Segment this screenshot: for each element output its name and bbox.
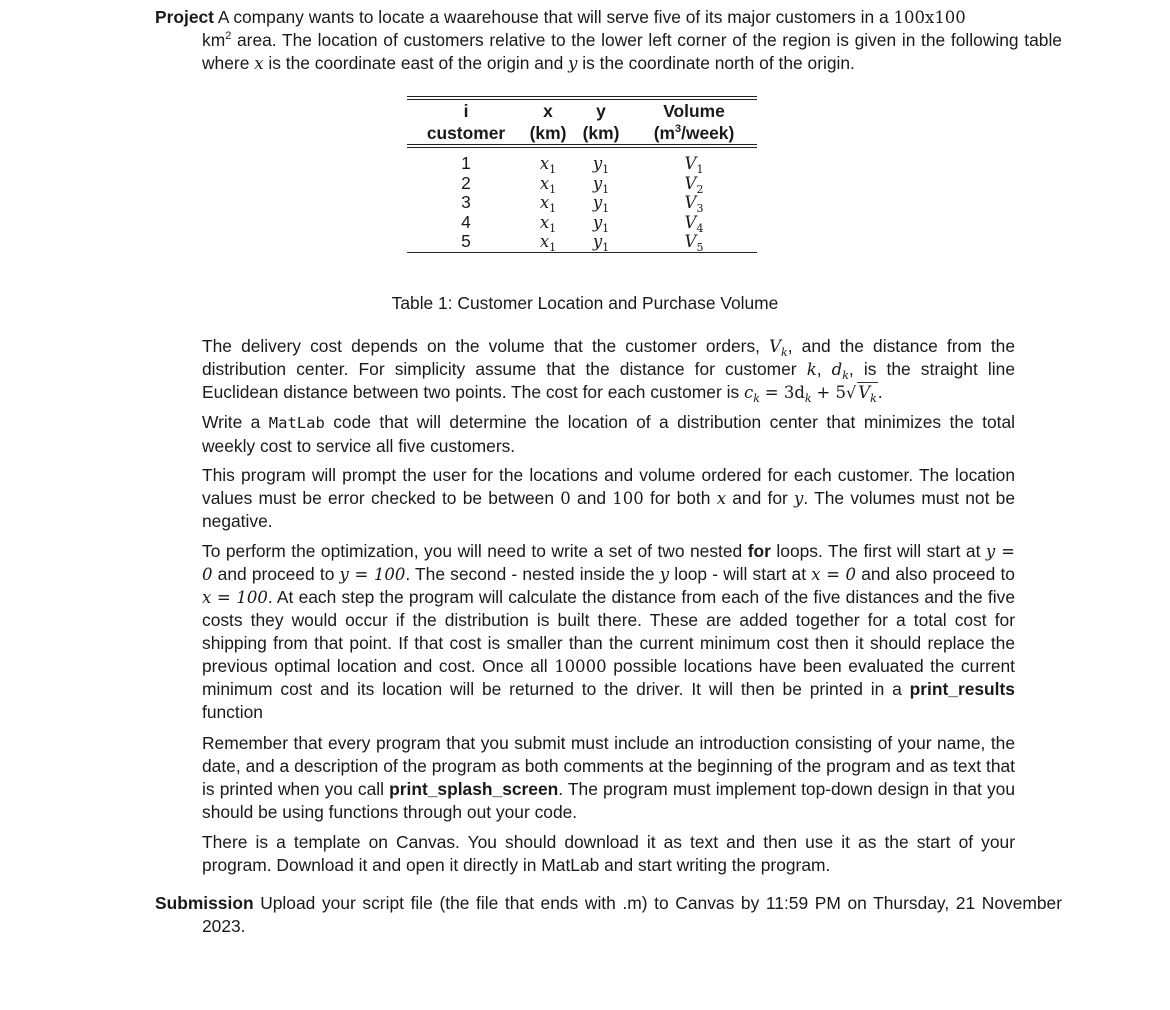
project-heading: Project [155,7,214,27]
cell-y: $y_1$ [592,193,610,215]
cell-volume: $V_2$ [684,173,704,196]
col-x-header: x [543,101,553,121]
col-volume-header: Volume [663,101,725,121]
submission-paragraph: Submission Upload your script file (the file that ends with .m) to Canvas by 11:59 PM on Thursday, 21 November 2023. [155,893,1062,936]
col-i-subheader: customer [426,123,506,143]
cell-y: $y_1$ [592,173,610,196]
delivery-paragraph: The delivery cost depends on the volume that the customer orders, $V_k$, and the distance from the distribution center. For simplicity assume that the distance for customer k, $d_k$, is the straight line Euclidean distance between two points. The cost for each customer is $c_k = 3d_k + 5√$ $V_k$. [202,336,1015,405]
table-row [407,154,757,174]
table-row [407,174,757,194]
cell-volume: $V_5$ [684,232,704,254]
col-y-header: y [596,101,606,121]
col-volume-unit: $(m^3/week)$ [653,123,735,143]
cell-y: $y_1$ [592,232,610,254]
cell-y: $y_1$ [592,212,610,235]
template-paragraph: There is a template on Canvas. You should download it as text and then use it as the start of your program. Download it and open it directly in MatLab and start writing the program. [202,832,1015,875]
cell-x: $x_1$ [539,232,557,254]
cell-y: $y_1$ [592,154,610,176]
col-i-header: i [463,101,469,121]
cell-x: $x_1$ [539,193,557,215]
remember-paragraph: Remember that every program that you submit must include an introduction consisting of your name, the date, and a description of the program as both comments at the beginning of the program and as text that is printed when you call print_splash_screen. The program must implement top-down design in that you should be using functions through out your code. [202,733,1015,822]
write-paragraph: Write a MatLab code that will determine the location of a distribution center that minimizes the total weekly cost to service all five customers. [202,412,1016,456]
cell-volume: $V_4$ [684,212,704,235]
optimization-paragraph: To perform the optimization, you will need to write a set of two nested for loops. The first will start at y = 0 and proceed to y = 100. The second - nested inside the y loop - will start at x = 0 and also proceed to x = 100. At each step the program will calculate the distance from each of the five distances and the five costs they would occur if the distribution is built there. These are added together for a total cost for shipping from that point. If that cost is smaller than the current minimum cost then it should replace the previous optimal location and cost. Once all 10000 possible locations have been evaluated the current minimum cost and its location will be returned to the driver. It will then be printed in a print_results function [202,541,1015,722]
col-x-unit: (km) [529,123,567,143]
cell-customer: 3 [461,192,471,212]
project-paragraph: Project A company wants to locate a waarehouse that will serve five of its major customers in a 100x100 $km^2$ area. The location of customers relative to the lower left corner of the region is given in the following table where x is the coordinate east of the origin and y is the coordinate north of the origin. [155,7,1062,73]
cell-volume: $V_1$ [684,154,704,176]
cell-customer: 5 [461,231,471,251]
table-row [407,193,757,213]
table-row [407,232,757,252]
print-results-name: print_results [909,679,1015,699]
cell-customer: 1 [461,153,471,173]
cell-x: $x_1$ [539,154,557,176]
cell-customer: 2 [461,172,471,193]
cell-volume: $V_3$ [684,193,704,215]
cell-customer: 4 [461,211,471,232]
submission-heading: Submission [155,893,254,913]
cell-x: $x_1$ [539,212,557,235]
customer-table [407,96,757,253]
cell-x: $x_1$ [539,173,557,196]
table-row [407,213,757,233]
prompt-paragraph: This program will prompt the user for the locations and volume ordered for each customer. The location values must be error checked to be between 0 and 100 for both x and for y. The volumes must not be negative. [202,465,1015,531]
col-y-unit: (km) [582,123,620,143]
table-caption: Table 1: Customer Location and Purchase Volume [391,293,779,313]
print-splash-name: print_splash_screen [389,779,559,799]
